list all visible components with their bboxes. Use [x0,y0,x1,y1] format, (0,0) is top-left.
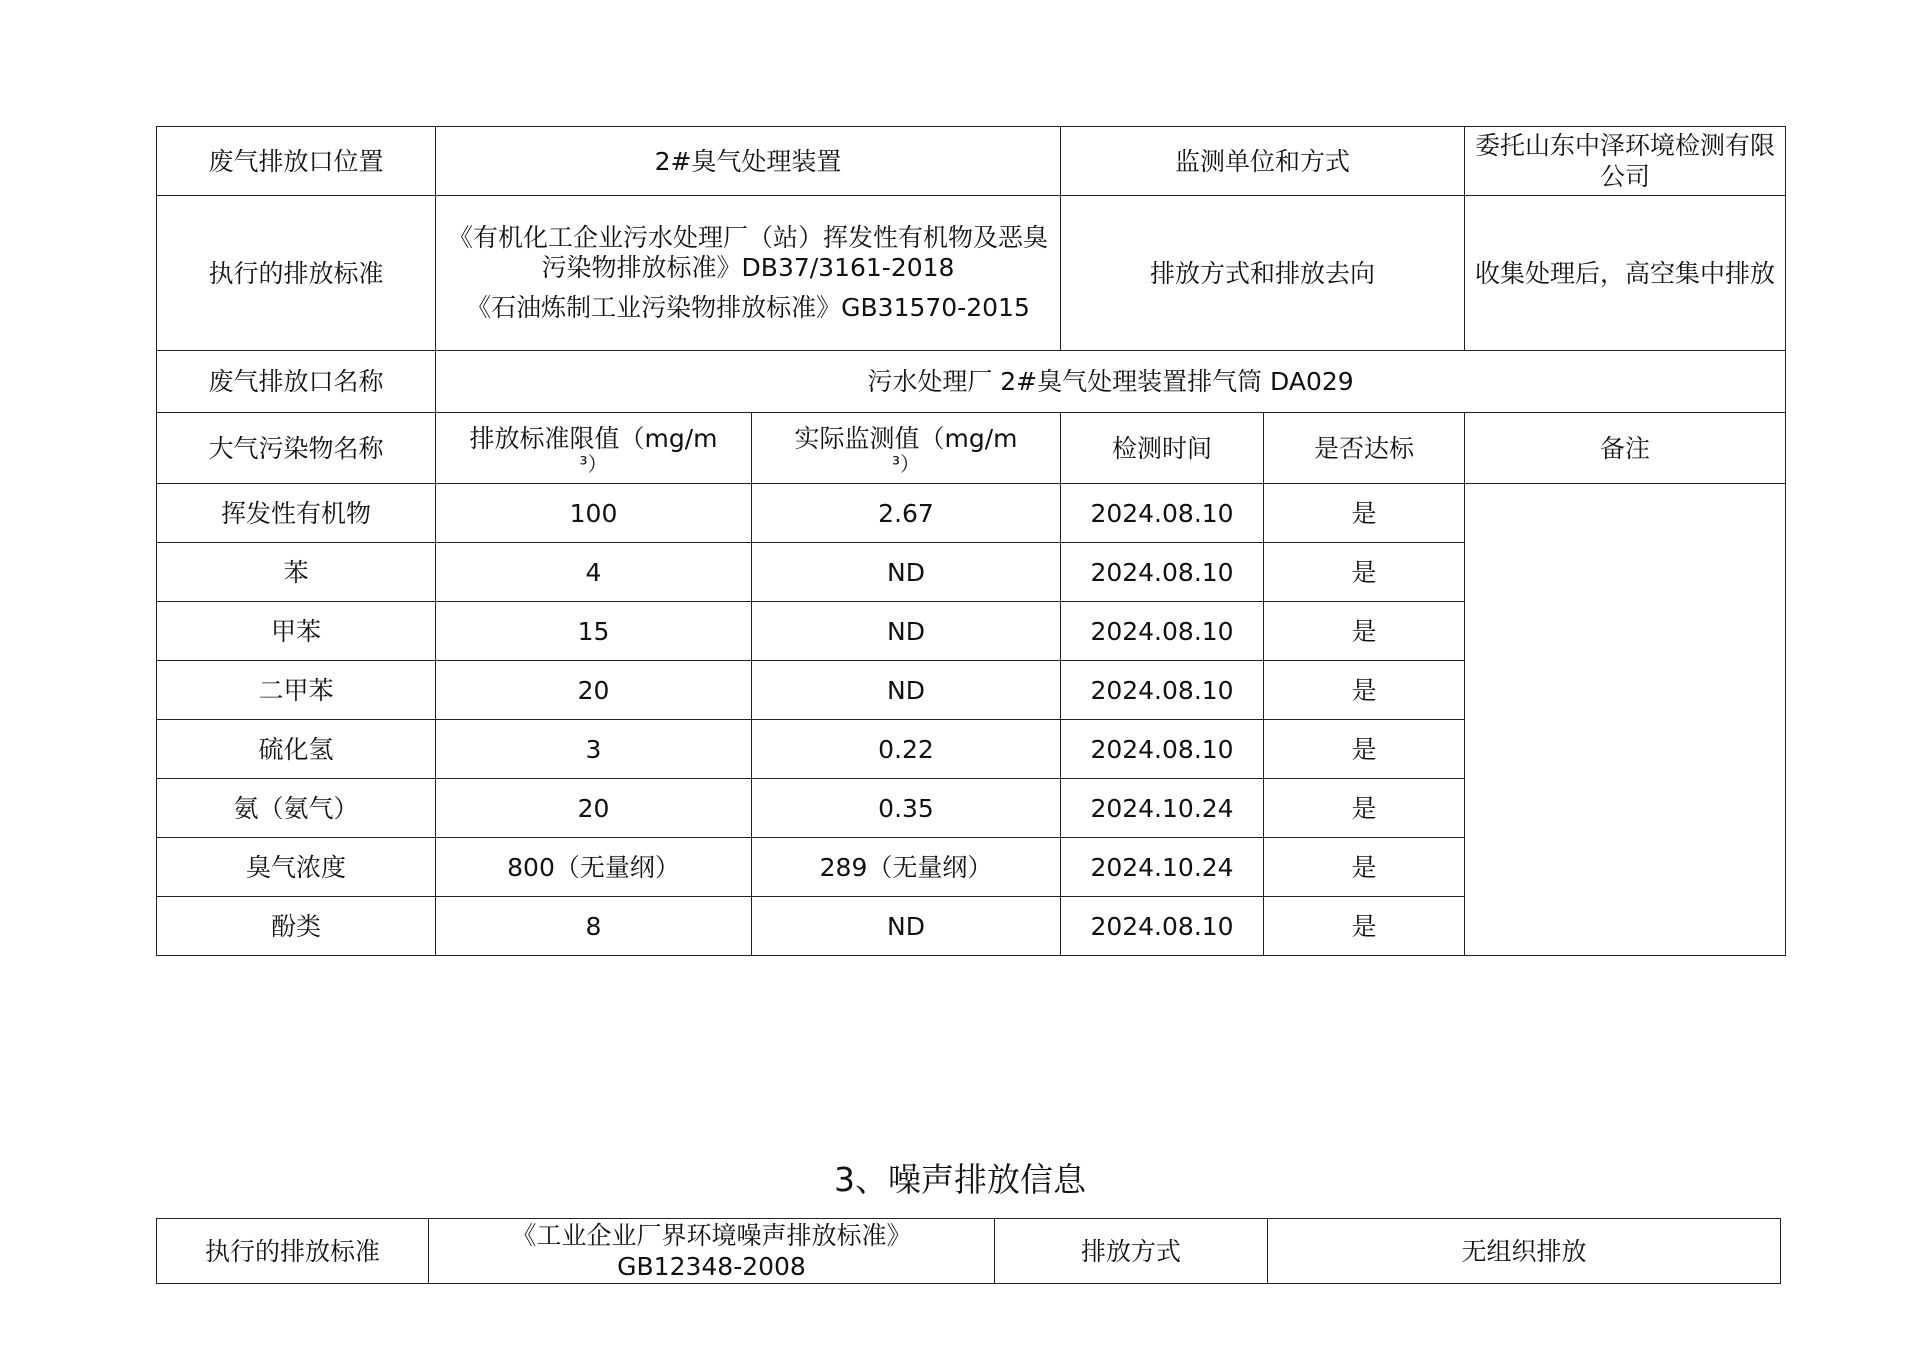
pollutant-date: 2024.10.24 [1061,838,1264,897]
pollutant-date: 2024.08.10 [1061,543,1264,602]
pollutant-measured: ND [752,602,1061,661]
pollutant-name: 苯 [157,543,436,602]
pollutant-compliant: 是 [1264,484,1465,543]
standard-value [436,196,1061,351]
pollutant-limit: 3 [436,720,752,779]
outlet-name-label: 废气排放口名称 [157,351,436,413]
pollutant-compliant: 是 [1264,661,1465,720]
header-measured-text: 实际监测值（mg/m [794,423,1018,453]
pollutant-date: 2024.10.24 [1061,779,1264,838]
noise-standard-value [429,1219,995,1284]
outlet-location-row [157,127,1786,196]
outlet-name-value: 污水处理厂 2#臭气处理装置排气筒 DA029 [436,351,1786,413]
pollutant-name: 臭气浓度 [157,838,436,897]
pollutant-measured: 289（无量纲） [752,838,1061,897]
pollutant-compliant: 是 [1264,543,1465,602]
noise-info-table [156,1218,1781,1284]
pollutant-limit: 20 [436,661,752,720]
monitor-value: 委托山东中泽环境检测有限公司 [1465,127,1786,196]
pollutant-limit: 800（无量纲） [436,838,752,897]
pollutant-name: 甲苯 [157,602,436,661]
pollutant-measured: ND [752,543,1061,602]
method-value: 收集处理后，高空集中排放 [1465,196,1786,351]
standard-db37: 《有机化工企业污水处理厂（站）挥发性有机物及恶臭污染物排放标准》DB37/3161-2018 [448,223,1049,282]
pollutant-header-row [157,413,1786,484]
standard-row [157,196,1786,351]
pollutant-date: 2024.08.10 [1061,484,1264,543]
pollutant-limit: 15 [436,602,752,661]
noise-method-value: 无组织排放 [1268,1219,1781,1284]
pollutant-compliant: 是 [1264,897,1465,956]
pollutant-compliant: 是 [1264,602,1465,661]
pollutant-measured: 2.67 [752,484,1061,543]
standard-label: 执行的排放标准 [157,196,436,351]
pollutant-limit: 20 [436,779,752,838]
pollutant-measured: ND [752,897,1061,956]
outlet-location-value: 2#臭气处理装置 [436,127,1061,196]
pollutant-compliant: 是 [1264,779,1465,838]
pollutant-measured: 0.35 [752,779,1061,838]
pollutant-name: 氨（氨气） [157,779,436,838]
pollutant-name: 挥发性有机物 [157,484,436,543]
pollutant-limit: 8 [436,897,752,956]
remark-cell [1465,484,1786,956]
exhaust-info-table [156,126,1786,956]
pollutant-measured: ND [752,661,1061,720]
pollutant-compliant: 是 [1264,720,1465,779]
pollutant-name: 二甲苯 [157,661,436,720]
table-row [157,484,1786,543]
pollutant-limit: 4 [436,543,752,602]
standard-gb31570: 《石油炼制工业污染物排放标准》GB31570-2015 [466,293,1030,322]
header-date: 检测时间 [1061,413,1264,484]
pollutant-compliant: 是 [1264,838,1465,897]
noise-standard-title: 《工业企业厂界环境噪声排放标准》 [511,1221,912,1250]
pollutant-measured: 0.22 [752,720,1061,779]
noise-row [157,1219,1781,1284]
header-measured-unit: ³） [891,451,921,476]
pollutant-date: 2024.08.10 [1061,897,1264,956]
header-pollutant: 大气污染物名称 [157,413,436,484]
pollutant-date: 2024.08.10 [1061,661,1264,720]
pollutant-name: 酚类 [157,897,436,956]
pollutant-name: 硫化氢 [157,720,436,779]
outlet-name-row [157,351,1786,413]
header-remark: 备注 [1465,413,1786,484]
pollutant-date: 2024.08.10 [1061,720,1264,779]
noise-method-label: 排放方式 [995,1219,1268,1284]
noise-standard-code: GB12348-2008 [617,1252,806,1281]
pollutant-limit: 100 [436,484,752,543]
header-compliant: 是否达标 [1264,413,1465,484]
noise-section-title: 3、噪声排放信息 [834,1160,1086,1199]
header-limit-unit: ³） [579,451,608,476]
method-label: 排放方式和排放去向 [1061,196,1465,351]
monitor-label: 监测单位和方式 [1061,127,1465,196]
header-measured [752,413,1061,484]
header-limit-text: 排放标准限值（mg/m [469,423,718,453]
noise-standard-label: 执行的排放标准 [157,1219,429,1284]
outlet-location-label: 废气排放口位置 [157,127,436,196]
pollutant-date: 2024.08.10 [1061,602,1264,661]
header-limit [436,413,752,484]
